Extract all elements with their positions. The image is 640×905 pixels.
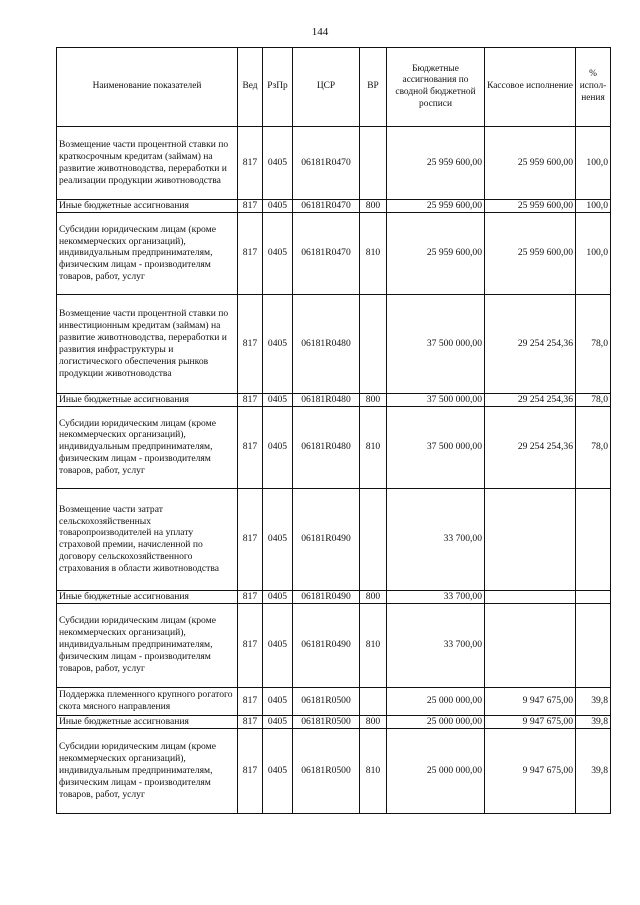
row-vr: 810 <box>360 406 387 488</box>
row-vr: 810 <box>360 728 387 813</box>
row-cash: 25 959 600,00 <box>485 200 576 213</box>
row-name: Возмещение части процентной ставки по краткосрочным кредитам (займам) на развитие животноводства, переработки и реализации продукции животноводства <box>57 127 238 200</box>
row-cash <box>485 590 576 603</box>
row-csr: 06181R0500 <box>293 687 360 715</box>
row-csr: 06181R0490 <box>293 488 360 590</box>
row-rzpr: 0405 <box>263 728 293 813</box>
table-row <box>57 200 611 213</box>
row-cash: 29 254 254,36 <box>485 294 576 393</box>
table-row <box>57 687 611 715</box>
row-rzpr: 0405 <box>263 200 293 213</box>
row-budget: 25 000 000,00 <box>387 715 485 728</box>
row-name: Поддержка племенного крупного рогатого скота мясного направления <box>57 687 238 715</box>
header-vr: ВР <box>360 48 387 127</box>
row-cash: 29 254 254,36 <box>485 406 576 488</box>
table-row <box>57 127 611 200</box>
budget-table <box>56 47 611 814</box>
row-percent: 100,0 <box>576 127 611 200</box>
table-header <box>57 48 611 127</box>
row-percent: 39,8 <box>576 687 611 715</box>
table-row <box>57 488 611 590</box>
row-csr: 06181R0500 <box>293 728 360 813</box>
header-rzpr: РзПр <box>263 48 293 127</box>
row-cash: 9 947 675,00 <box>485 728 576 813</box>
row-ved: 817 <box>238 127 263 200</box>
row-name: Субсидии юридическим лицам (кроме некоммерческих организаций), индивидуальным предпринимателям, физическим лицам - производителям товаров, работ, услуг <box>57 728 238 813</box>
table-row <box>57 406 611 488</box>
row-vr: 810 <box>360 212 387 294</box>
row-ved: 817 <box>238 715 263 728</box>
row-budget: 25 959 600,00 <box>387 200 485 213</box>
row-budget: 33 700,00 <box>387 603 485 687</box>
row-csr: 06181R0490 <box>293 590 360 603</box>
row-rzpr: 0405 <box>263 393 293 406</box>
row-csr: 06181R0470 <box>293 212 360 294</box>
row-csr: 06181R0480 <box>293 294 360 393</box>
row-ved: 817 <box>238 590 263 603</box>
row-csr: 06181R0500 <box>293 715 360 728</box>
row-name: Субсидии юридическим лицам (кроме некоммерческих организаций), индивидуальным предпринимателям, физическим лицам - производителям товаров, работ, услуг <box>57 212 238 294</box>
row-vr: 800 <box>360 393 387 406</box>
row-name: Возмещение части процентной ставки по инвестиционным кредитам (займам) на развитие животноводства, переработки и развития инфраструктуры и логистического обеспечения рынков продукции животноводства <box>57 294 238 393</box>
row-name: Возмещение части затрат сельскохозяйственных товаропроизводителей на уплату страховой премии, начисленной по договору сельскохозяйственного страхования в области животноводства <box>57 488 238 590</box>
row-budget: 25 000 000,00 <box>387 687 485 715</box>
row-percent <box>576 603 611 687</box>
row-vr: 800 <box>360 590 387 603</box>
row-percent: 78,0 <box>576 294 611 393</box>
header-percent: % испол-нения <box>576 48 611 127</box>
row-percent: 39,8 <box>576 715 611 728</box>
row-ved: 817 <box>238 603 263 687</box>
row-rzpr: 0405 <box>263 603 293 687</box>
row-percent: 39,8 <box>576 728 611 813</box>
row-csr: 06181R0480 <box>293 406 360 488</box>
page-number: 144 <box>311 26 329 38</box>
row-cash: 25 959 600,00 <box>485 212 576 294</box>
row-rzpr: 0405 <box>263 294 293 393</box>
row-percent: 78,0 <box>576 406 611 488</box>
row-vr <box>360 488 387 590</box>
row-percent <box>576 488 611 590</box>
row-cash: 25 959 600,00 <box>485 127 576 200</box>
row-rzpr: 0405 <box>263 406 293 488</box>
row-ved: 817 <box>238 393 263 406</box>
row-vr <box>360 687 387 715</box>
row-name: Субсидии юридическим лицам (кроме некоммерческих организаций), индивидуальным предпринимателям, физическим лицам - производителям товаров, работ, услуг <box>57 603 238 687</box>
row-csr: 06181R0490 <box>293 603 360 687</box>
row-percent: 100,0 <box>576 200 611 213</box>
row-budget: 37 500 000,00 <box>387 294 485 393</box>
row-name: Субсидии юридическим лицам (кроме некоммерческих организаций), индивидуальным предпринимателям, физическим лицам - производителям товаров, работ, услуг <box>57 406 238 488</box>
row-rzpr: 0405 <box>263 127 293 200</box>
row-vr: 800 <box>360 200 387 213</box>
row-budget: 37 500 000,00 <box>387 406 485 488</box>
row-name: Иные бюджетные ассигнования <box>57 393 238 406</box>
row-csr: 06181R0470 <box>293 200 360 213</box>
row-ved: 817 <box>238 294 263 393</box>
row-cash <box>485 603 576 687</box>
header-cash: Кассовое исполнение <box>485 48 576 127</box>
table-row <box>57 715 611 728</box>
header-csr: ЦСР <box>293 48 360 127</box>
row-rzpr: 0405 <box>263 590 293 603</box>
row-cash <box>485 488 576 590</box>
row-name: Иные бюджетные ассигнования <box>57 200 238 213</box>
header-ved: Вед <box>238 48 263 127</box>
table-row <box>57 393 611 406</box>
row-rzpr: 0405 <box>263 212 293 294</box>
row-budget: 25 959 600,00 <box>387 127 485 200</box>
row-budget: 25 959 600,00 <box>387 212 485 294</box>
row-name: Иные бюджетные ассигнования <box>57 590 238 603</box>
row-ved: 817 <box>238 488 263 590</box>
row-budget: 37 500 000,00 <box>387 393 485 406</box>
table-row <box>57 590 611 603</box>
row-ved: 817 <box>238 728 263 813</box>
table-row <box>57 728 611 813</box>
row-percent: 78,0 <box>576 393 611 406</box>
table-row <box>57 294 611 393</box>
row-rzpr: 0405 <box>263 488 293 590</box>
row-ved: 817 <box>238 687 263 715</box>
row-percent: 100,0 <box>576 212 611 294</box>
row-cash: 9 947 675,00 <box>485 715 576 728</box>
row-vr: 810 <box>360 603 387 687</box>
row-vr: 800 <box>360 715 387 728</box>
row-cash: 9 947 675,00 <box>485 687 576 715</box>
row-cash: 29 254 254,36 <box>485 393 576 406</box>
row-ved: 817 <box>238 212 263 294</box>
row-vr <box>360 127 387 200</box>
row-ved: 817 <box>238 406 263 488</box>
header-budget: Бюджетные ассигнования по сводной бюджетной росписи <box>387 48 485 127</box>
row-name: Иные бюджетные ассигнования <box>57 715 238 728</box>
row-rzpr: 0405 <box>263 715 293 728</box>
row-percent <box>576 590 611 603</box>
table-row <box>57 603 611 687</box>
table-row <box>57 212 611 294</box>
row-budget: 33 700,00 <box>387 488 485 590</box>
header-name: Наименование показателей <box>57 48 238 127</box>
row-budget: 25 000 000,00 <box>387 728 485 813</box>
row-csr: 06181R0480 <box>293 393 360 406</box>
row-rzpr: 0405 <box>263 687 293 715</box>
row-vr <box>360 294 387 393</box>
row-ved: 817 <box>238 200 263 213</box>
row-csr: 06181R0470 <box>293 127 360 200</box>
row-budget: 33 700,00 <box>387 590 485 603</box>
